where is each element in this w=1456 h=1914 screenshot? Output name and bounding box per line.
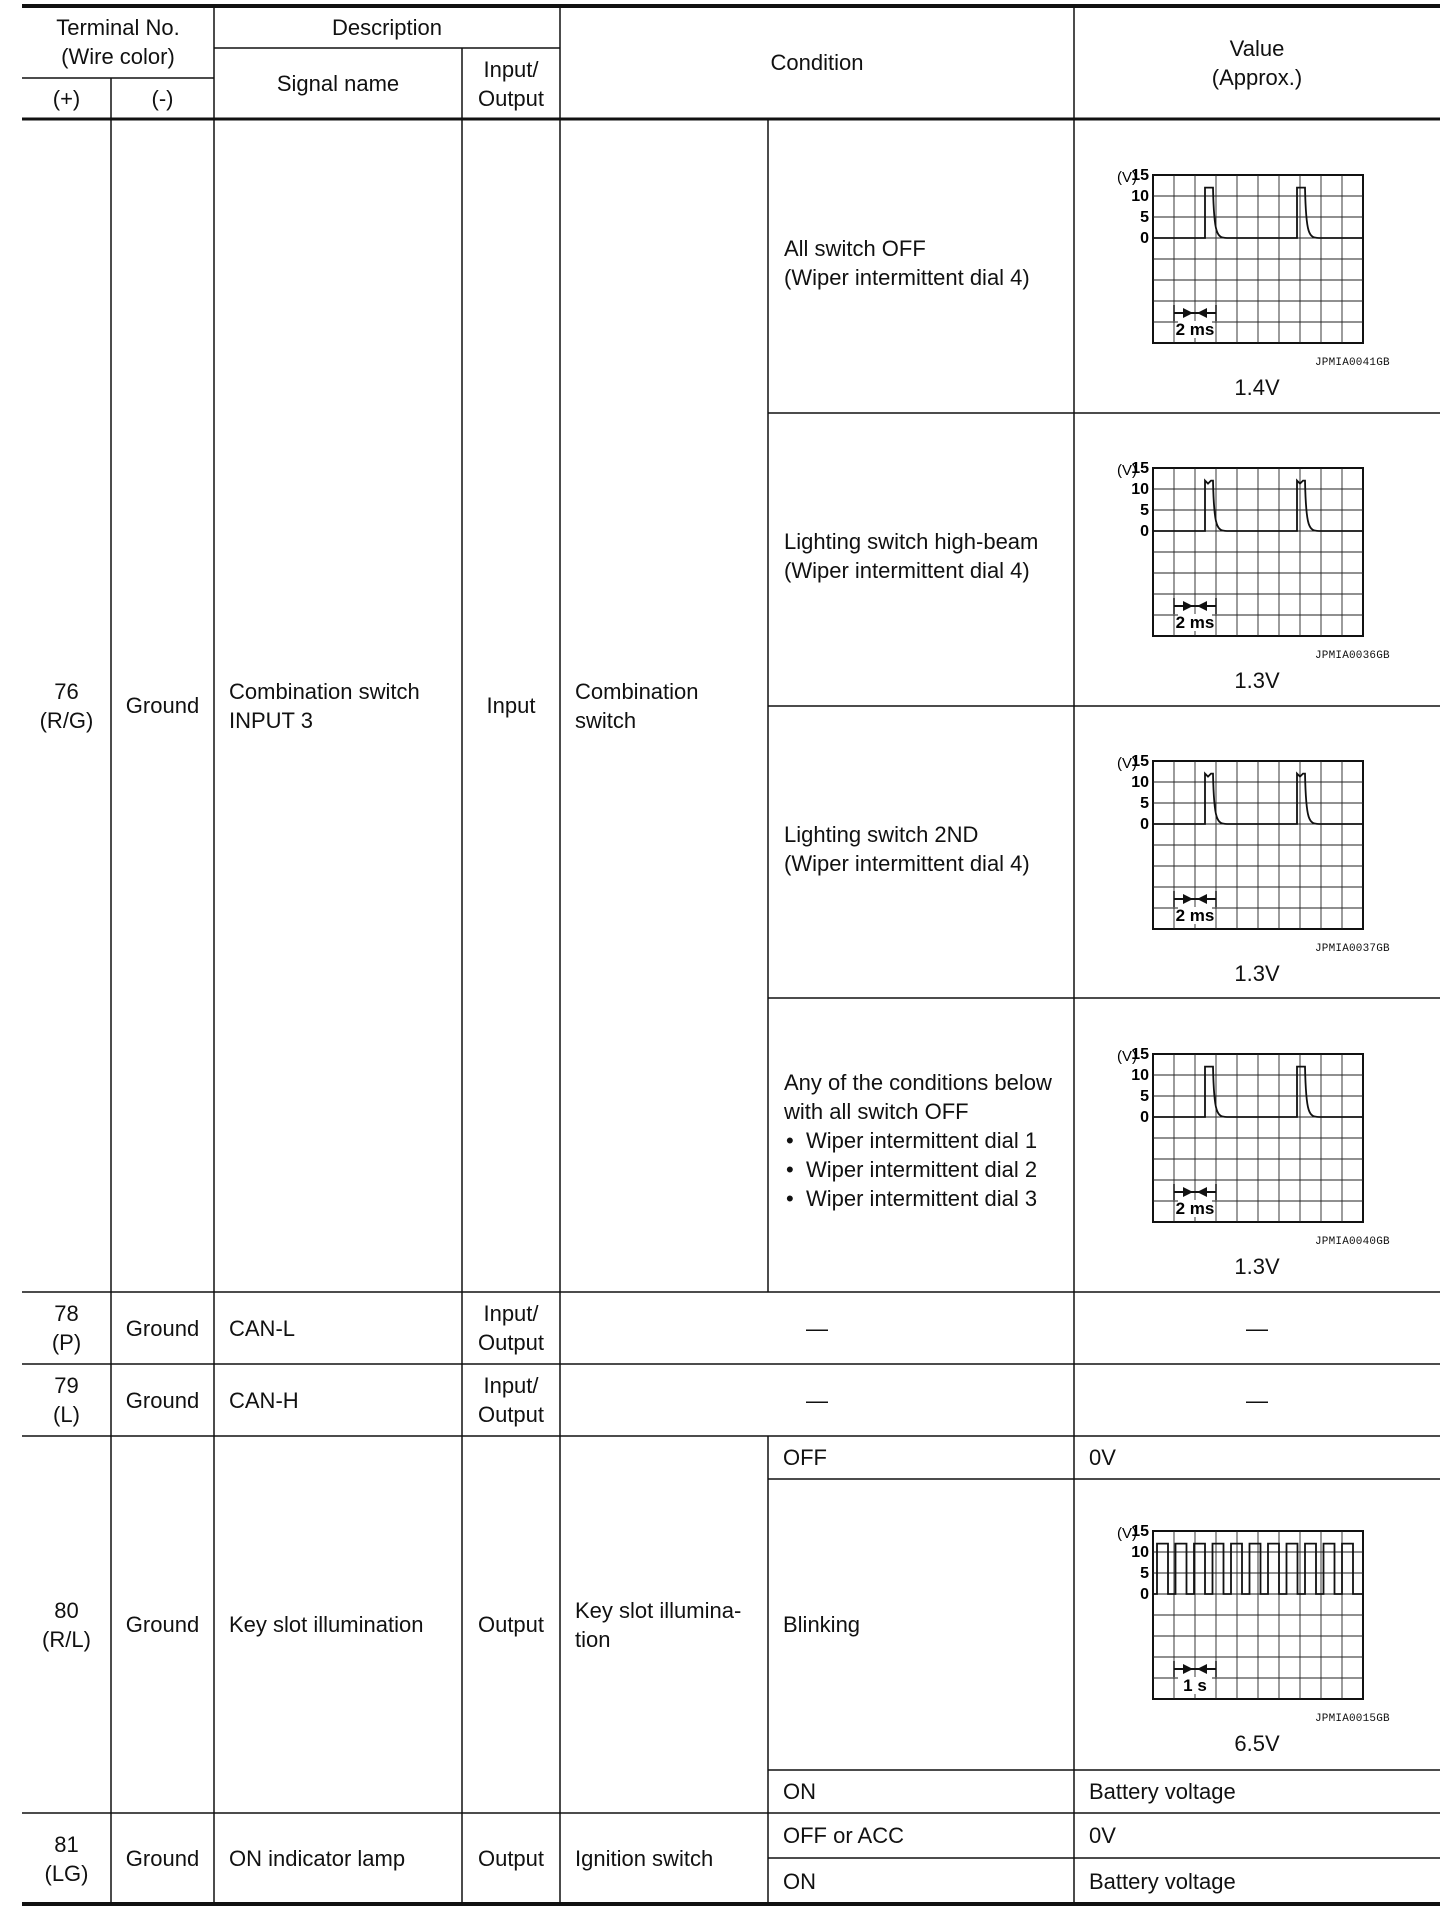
r80-terminal-number: 80 bbox=[54, 1597, 79, 1623]
r80-condition-line2: tion bbox=[575, 1626, 611, 1652]
r81-terminal-number: 81 bbox=[54, 1831, 79, 1857]
r76-terminal bbox=[22, 119, 111, 1292]
axis-tick-label: 15 bbox=[1131, 167, 1149, 184]
axis-tick-label: 15 bbox=[1131, 1523, 1149, 1540]
r76-sub1-condition bbox=[784, 234, 1030, 292]
r78-io-line1: Input/ bbox=[483, 1301, 539, 1326]
r76-sub3-line2: (Wiper intermittent dial 4) bbox=[784, 851, 1030, 876]
time-scale-label: 2 ms bbox=[1175, 613, 1215, 632]
r79-terminal-number: 79 bbox=[54, 1373, 79, 1398]
r78-terminal bbox=[22, 1292, 111, 1364]
r76-condition-main bbox=[560, 119, 768, 1292]
r80-minus: Ground bbox=[125, 1612, 200, 1637]
oscilloscope-grid bbox=[1153, 468, 1363, 636]
r80-io: Output bbox=[477, 1612, 545, 1637]
r78-signal: CAN-L bbox=[229, 1315, 296, 1341]
r78-condition: — bbox=[806, 1315, 828, 1341]
r76-sub4-bullets bbox=[784, 1126, 1052, 1213]
header-value-line1: Value bbox=[1229, 35, 1285, 61]
time-scale-label: 2 ms bbox=[1175, 320, 1215, 339]
r76-sub4-bullet2: • Wiper intermittent dial 2 bbox=[784, 1155, 1052, 1184]
r81-sub2-condition: ON bbox=[783, 1868, 816, 1894]
r78-terminal-number: 78 bbox=[54, 1301, 79, 1326]
header-terminal-no bbox=[22, 6, 214, 78]
r76-signal bbox=[214, 119, 462, 1292]
axis-tick-label: 10 bbox=[1131, 1067, 1149, 1084]
r79-io-line2: Output bbox=[477, 1402, 545, 1427]
r76-wire-color: (R/G) bbox=[39, 707, 94, 733]
axis-tick-label: 5 bbox=[1140, 209, 1149, 226]
r76-sub2-figure-code: JPMIA0036GB bbox=[1315, 650, 1390, 662]
r80-wire-color: (R/L) bbox=[42, 1626, 91, 1652]
axis-unit-label: (V) bbox=[1117, 462, 1137, 479]
r80-sub3-value: Battery voltage bbox=[1089, 1779, 1236, 1804]
r76-sub4-line2: with all switch OFF bbox=[784, 1099, 969, 1124]
axis-tick-label: 15 bbox=[1131, 753, 1149, 770]
oscilloscope-grid bbox=[1153, 761, 1363, 929]
r79-io-line1: Input/ bbox=[483, 1373, 539, 1398]
r78-value: — bbox=[1246, 1315, 1268, 1341]
axis-tick-label: 0 bbox=[1140, 1109, 1149, 1126]
axis-unit-label: (V) bbox=[1117, 1525, 1137, 1542]
r76-sub4-waveform bbox=[1114, 1039, 1374, 1239]
r76-sub2-waveform bbox=[1114, 453, 1374, 653]
r76-sub4-bullet3: • Wiper intermittent dial 3 bbox=[784, 1184, 1052, 1213]
axis-tick-label: 10 bbox=[1131, 188, 1149, 205]
header-condition: Condition bbox=[770, 50, 864, 75]
r81-minus: Ground bbox=[125, 1846, 200, 1871]
header-plus: (+) bbox=[52, 86, 81, 111]
r81-terminal bbox=[22, 1813, 111, 1904]
r76-sub2-line2: (Wiper intermittent dial 4) bbox=[784, 558, 1030, 583]
header-input-output bbox=[462, 48, 560, 119]
r76-sub1-figure-code: JPMIA0041GB bbox=[1315, 357, 1390, 369]
r80-sub2-waveform bbox=[1114, 1516, 1374, 1716]
r80-sub1-value: 0V bbox=[1089, 1445, 1116, 1470]
r80-condition-line1: Key slot illumina- bbox=[575, 1597, 742, 1623]
time-scale-label: 2 ms bbox=[1175, 1199, 1215, 1218]
r76-sub4-figure-code: JPMIA0040GB bbox=[1315, 1236, 1390, 1248]
r81-signal: ON indicator lamp bbox=[229, 1846, 406, 1871]
r76-condition-line1: Combination bbox=[575, 678, 699, 704]
r81-sub2-value: Battery voltage bbox=[1089, 1868, 1236, 1894]
axis-tick-label: 15 bbox=[1131, 1046, 1149, 1063]
r80-sub2-figure-code: JPMIA0015GB bbox=[1315, 1713, 1390, 1725]
axis-tick-label: 0 bbox=[1140, 816, 1149, 833]
r76-sub4-bullet1: • Wiper intermittent dial 1 bbox=[784, 1126, 1052, 1155]
r76-condition-line2: switch bbox=[575, 707, 637, 733]
r80-sub3-condition: ON bbox=[783, 1779, 816, 1804]
axis-tick-label: 10 bbox=[1131, 774, 1149, 791]
r76-signal-line1: Combination switch bbox=[229, 678, 420, 704]
r81-wire-color: (LG) bbox=[44, 1860, 89, 1886]
r78-minus: Ground bbox=[125, 1315, 200, 1341]
time-scale-label: 1 s bbox=[1183, 1676, 1207, 1695]
r76-sub1-line2: (Wiper intermittent dial 4) bbox=[784, 265, 1030, 290]
r80-sub1-condition: OFF bbox=[783, 1445, 827, 1470]
r76-sub4-line1: Any of the conditions below bbox=[784, 1070, 1052, 1095]
axis-tick-label: 15 bbox=[1131, 460, 1149, 477]
r79-value: — bbox=[1246, 1387, 1268, 1413]
r76-sub3-waveform bbox=[1114, 746, 1374, 946]
r76-sub2-line1: Lighting switch high-beam bbox=[784, 529, 1039, 554]
axis-tick-label: 10 bbox=[1131, 1544, 1149, 1561]
axis-unit-label: (V) bbox=[1117, 1048, 1137, 1065]
r81-sub1-condition: OFF or ACC bbox=[783, 1823, 905, 1848]
r76-sub1-value: 1.4V bbox=[1234, 375, 1280, 400]
header-io-line1: Input/ bbox=[483, 56, 539, 82]
r80-sub2-value: 6.5V bbox=[1234, 1731, 1280, 1756]
r76-sub2-condition bbox=[784, 527, 1038, 585]
header-value-line2: (Approx.) bbox=[1211, 64, 1303, 90]
oscilloscope-grid bbox=[1153, 175, 1363, 343]
r79-condition: — bbox=[806, 1387, 828, 1413]
r80-sub2-condition: Blinking bbox=[783, 1612, 861, 1637]
r79-signal: CAN-H bbox=[229, 1387, 299, 1413]
axis-tick-label: 0 bbox=[1140, 523, 1149, 540]
r78-wire-color: (P) bbox=[51, 1330, 82, 1355]
r78-io bbox=[462, 1292, 560, 1364]
axis-tick-label: 10 bbox=[1131, 481, 1149, 498]
r76-sub3-condition bbox=[784, 820, 1030, 878]
axis-tick-label: 0 bbox=[1140, 230, 1149, 247]
header-description: Description bbox=[331, 14, 443, 40]
axis-unit-label: (V) bbox=[1117, 169, 1137, 186]
axis-tick-label: 5 bbox=[1140, 1088, 1149, 1105]
r76-minus: Ground bbox=[125, 693, 200, 718]
r76-sub2-value: 1.3V bbox=[1234, 668, 1280, 693]
header-value bbox=[1074, 6, 1440, 119]
r81-sub1-value: 0V bbox=[1089, 1823, 1116, 1848]
axis-unit-label: (V) bbox=[1117, 755, 1137, 772]
header-io-line2: Output bbox=[477, 85, 545, 111]
r79-io bbox=[462, 1364, 560, 1436]
time-scale-label: 2 ms bbox=[1175, 906, 1215, 925]
r76-sub1-waveform bbox=[1114, 160, 1374, 360]
axis-tick-label: 5 bbox=[1140, 502, 1149, 519]
r76-terminal-number: 76 bbox=[54, 678, 79, 704]
r78-io-line2: Output bbox=[477, 1330, 545, 1355]
r76-sub4-value: 1.3V bbox=[1234, 1254, 1280, 1279]
r80-signal: Key slot illumination bbox=[229, 1612, 424, 1637]
header-terminal-label: Terminal No. bbox=[56, 15, 180, 40]
r79-minus: Ground bbox=[125, 1387, 200, 1413]
r76-io: Input bbox=[486, 693, 536, 718]
header-minus: (-) bbox=[151, 86, 174, 111]
header-wire-color-label: (Wire color) bbox=[61, 44, 175, 69]
axis-tick-label: 5 bbox=[1140, 1565, 1149, 1582]
r80-condition-main bbox=[560, 1436, 768, 1813]
r76-sub4-condition bbox=[784, 1068, 1052, 1213]
header-signal-name: Signal name bbox=[276, 71, 400, 96]
oscilloscope-grid bbox=[1153, 1531, 1363, 1699]
r76-sub1-line1: All switch OFF bbox=[784, 236, 926, 261]
axis-tick-label: 0 bbox=[1140, 1586, 1149, 1603]
r76-sub3-value: 1.3V bbox=[1234, 961, 1280, 986]
r81-io: Output bbox=[477, 1846, 545, 1871]
r79-wire-color: (L) bbox=[53, 1402, 80, 1427]
r81-condition-main: Ignition switch bbox=[575, 1846, 714, 1871]
r80-terminal bbox=[22, 1436, 111, 1813]
r79-terminal bbox=[22, 1364, 111, 1436]
r76-sub3-line1: Lighting switch 2ND bbox=[784, 822, 979, 847]
r76-sub3-figure-code: JPMIA0037GB bbox=[1315, 943, 1390, 955]
r76-signal-line2: INPUT 3 bbox=[229, 707, 313, 733]
axis-tick-label: 5 bbox=[1140, 795, 1149, 812]
oscilloscope-grid bbox=[1153, 1054, 1363, 1222]
